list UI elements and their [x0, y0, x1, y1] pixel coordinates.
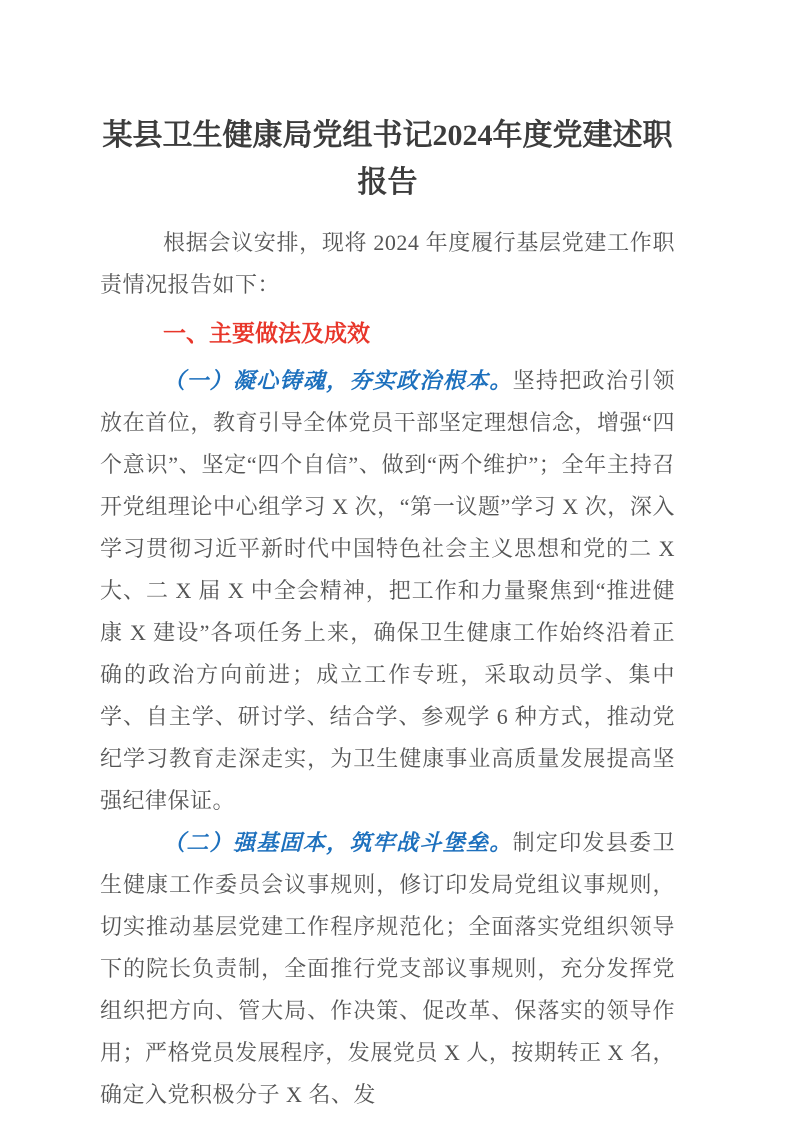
document-title: 某县卫生健康局党组书记2024年度党建述职报告	[102, 119, 673, 199]
subsection-1-body: 坚持把政治引领放在首位，教育引导全体党员干部坚定理想信念，增强“四个意识”、坚定“四个自信”、做到“两个维护”；全年主持召开党组理论中心组学习 X 次，“第一议题”学习 X 次，深入学习贯彻习近平新时代中国特色社会主义思想和党的二 X 大、二 X 届 X 中全会精神，把工作和力量聚焦到“推进健康 X 建设”各项任务上来，确保卫生健康工作始终沿着正确的政治方向前进；成立工作专班，采取动员学、集中学、自主学、研讨学、结合学、参观学 6 种方式，推动党纪学习教育走深走实，为卫生健康事业高质量发展提高坚强纪律保证。	[100, 368, 675, 813]
subsection-paragraph-1	[100, 360, 675, 822]
subsection-2-body: 制定印发县委卫生健康工作委员会议事规则，修订印发局党组议事规则，切实推动基层党建工作程序规范化；全面落实党组织领导下的院长负责制，全面推行党支部议事规则，充分发挥党组织把方向、管大局、作决策、促改革、保落实的领导作用；严格党员发展程序，发展党员 X 人，按期转正 X 名，确定入党积极分子 X 名、发	[100, 830, 675, 1107]
subsection-1-lead: （一）凝心铸魂，夯实政治根本。	[163, 368, 513, 393]
subsection-2-lead: （二）强基固本，筑牢战斗堡垒。	[163, 830, 513, 855]
intro-paragraph: 根据会议安排，现将 2024 年度履行基层党建工作职责情况报告如下：	[100, 230, 675, 297]
subsection-paragraph-2	[100, 822, 675, 1116]
section-heading-main: 一、主要做法及成效	[163, 320, 370, 346]
